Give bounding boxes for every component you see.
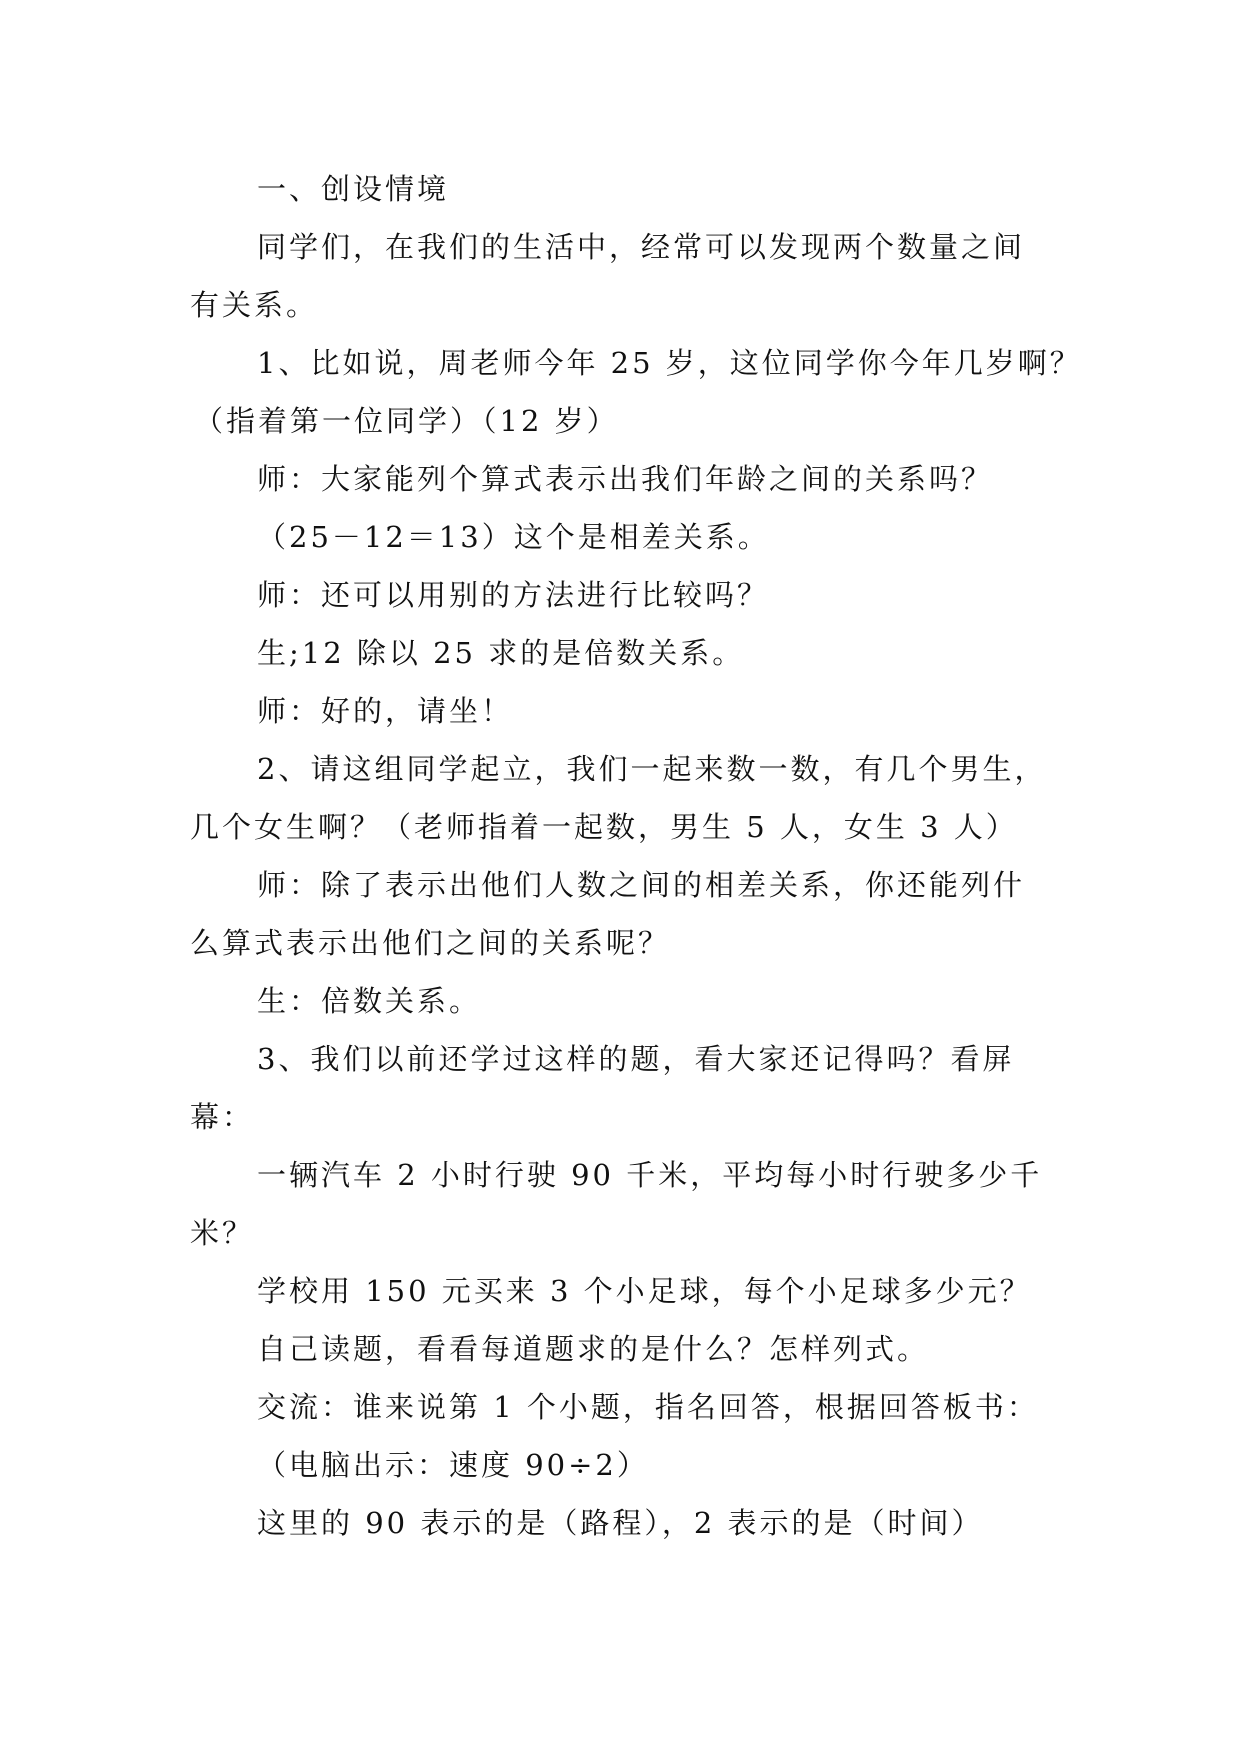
paragraph-line: 生：倍数关系。 (257, 984, 482, 1018)
paragraph-line: （电脑出示：速度 90÷2） (257, 1448, 649, 1482)
paragraph-line: 师：还可以用别的方法进行比较吗？ (257, 578, 770, 612)
paragraph-line: 交流：谁来说第 1 个小题，指名回答，根据回答板书： (257, 1390, 1039, 1424)
paragraph-line: 师：除了表示出他们人数之间的相差关系，你还能列什 (257, 868, 1026, 902)
paragraph-line: 同学们，在我们的生活中，经常可以发现两个数量之间 (257, 230, 1026, 264)
paragraph-line: 生;12 除以 25 求的是倍数关系。 (257, 636, 745, 670)
paragraph-line: 么算式表示出他们之间的关系呢？ (190, 926, 671, 960)
paragraph-line: 这里的 90 表示的是（路程），2 表示的是（时间） (257, 1506, 984, 1540)
paragraph-line: 米？ (190, 1216, 255, 1250)
paragraph-line: 2、请这组同学起立，我们一起来数一数，有几个男生， (257, 752, 1047, 786)
paragraph-line: （25－12＝13）这个是相差关系。 (257, 520, 770, 554)
paragraph-line: 师：好的，请坐！ (257, 694, 514, 728)
paragraph-line: 几个女生啊？（老师指着一起数，男生 5 人，女生 3 人） (190, 810, 1018, 844)
paragraph-line: 一辆汽车 2 小时行驶 90 千米，平均每小时行驶多少千 (257, 1158, 1043, 1192)
paragraph-line: 自己读题，看看每道题求的是什么？怎样列式。 (257, 1332, 930, 1366)
paragraph-line: 师：大家能列个算式表示出我们年龄之间的关系吗？ (257, 462, 994, 496)
paragraph-line: （指着第一位同学）（12 岁） (194, 404, 619, 438)
paragraph-line: 3、我们以前还学过这样的题，看大家还记得吗？看屏 (257, 1042, 1015, 1076)
paragraph-line: 1、比如说，周老师今年 25 岁，这位同学你今年几岁啊？ (257, 346, 1082, 380)
paragraph-line: 幕： (190, 1100, 255, 1134)
paragraph-line: 学校用 150 元买来 3 个小足球，每个小足球多少元？ (257, 1274, 1032, 1308)
paragraph-line: 有关系。 (190, 288, 319, 322)
section-heading: 一、创设情境 (257, 172, 450, 206)
document-body (190, 160, 1082, 1552)
